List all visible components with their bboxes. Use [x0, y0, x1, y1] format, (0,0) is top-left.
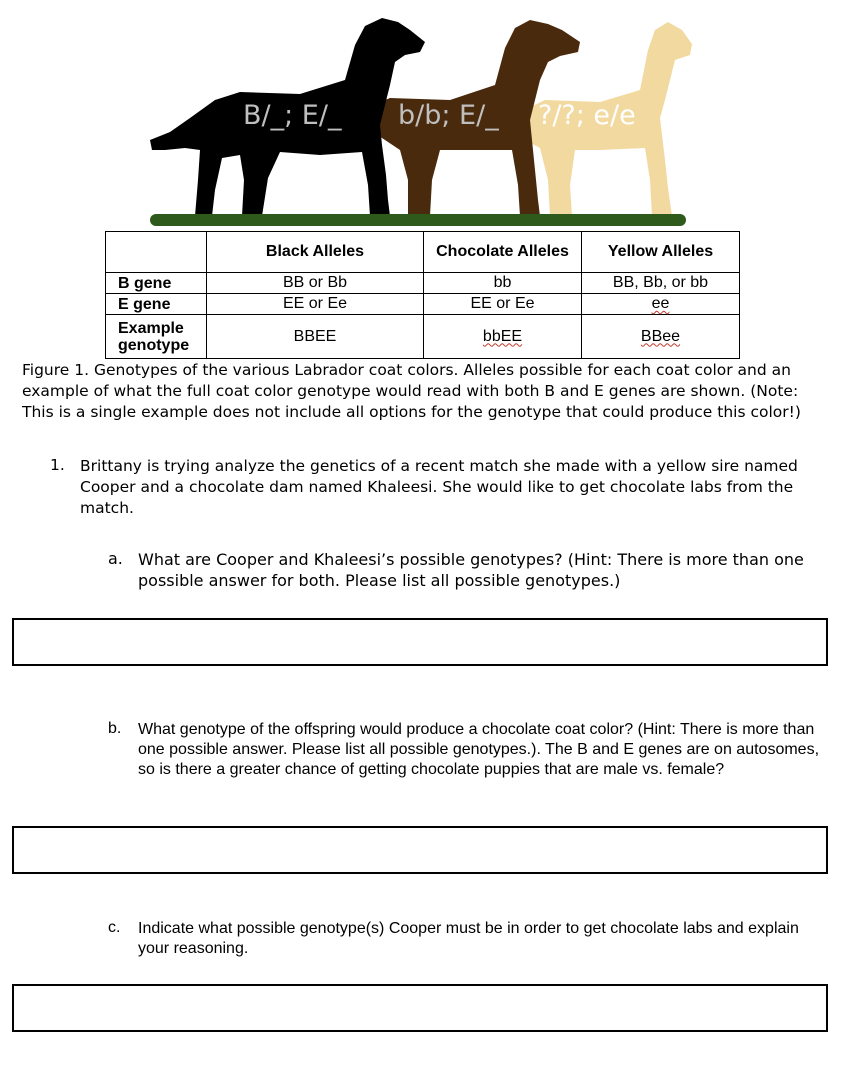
genotype-table	[105, 231, 740, 359]
row-label-e-gene: E gene	[106, 294, 207, 315]
table-row	[106, 315, 740, 359]
question-1-number: 1.	[50, 456, 65, 474]
question-c-letter: c.	[108, 919, 121, 936]
answer-box-b[interactable]	[12, 826, 828, 874]
table-header-black: Black Alleles	[207, 232, 424, 273]
row-label-example-genotype: Example genotype	[106, 315, 207, 359]
row-label-b-gene: B gene	[106, 273, 207, 294]
cell-yellow-b: BB, Bb, or bb	[582, 273, 740, 294]
figure-caption: Figure 1. Genotypes of the various Labrador coat colors. Alleles possible for each coat color and an example of what the full coat color genotype would read with both B and E genes are shown. (Note: This is a single example does not include all options for the genotype that could produce this color!)	[22, 361, 801, 421]
cell-black-b: BB or Bb	[207, 273, 424, 294]
ground-strip	[150, 214, 686, 226]
table-row	[106, 273, 740, 294]
yellow-genotype-label: ?/?; e/e	[538, 100, 636, 131]
question-a-letter: a.	[108, 549, 123, 568]
question-1-text: Brittany is trying analyze the genetics of a recent match she made with a yellow sire named Cooper and a chocolate dam named Khaleesi. She would like to get chocolate labs from the match.	[80, 457, 798, 517]
table-header-empty	[106, 232, 207, 273]
cell-black-e: EE or Ee	[207, 294, 424, 315]
answer-box-c[interactable]	[12, 984, 828, 1032]
cell-chocolate-b: bb	[424, 273, 582, 294]
table-header-row	[106, 232, 740, 273]
cell-chocolate-e: EE or Ee	[424, 294, 582, 315]
black-genotype-label: B/_; E/_	[243, 100, 342, 131]
cell-yellow-example: BBee	[582, 315, 740, 359]
question-c-text: Indicate what possible genotype(s) Cooper must be in order to get chocolate labs and explain your reasoning.	[138, 920, 799, 957]
table-row	[106, 294, 740, 315]
question-a-text: What are Cooper and Khaleesi’s possible genotypes? (Hint: There is more than one possible answer for both. Please list all possible genotypes.)	[138, 550, 804, 590]
cell-black-example: BBEE	[207, 315, 424, 359]
question-b-text: What genotype of the offspring would produce a chocolate coat color? (Hint: There is more than one possible answer. Please list all possible genotypes.). The B and E genes are on autosomes, so is there a greater chance of getting chocolate puppies that are male vs. female?	[138, 721, 820, 778]
cell-chocolate-example: bbEE	[424, 315, 582, 359]
question-b-letter: b.	[108, 720, 122, 737]
table-header-chocolate: Chocolate Alleles	[424, 232, 582, 273]
labrador-coat-figure	[0, 0, 842, 235]
answer-box-a[interactable]	[12, 618, 828, 666]
cell-yellow-e: ee	[582, 294, 740, 315]
chocolate-genotype-label: b/b; E/_	[398, 100, 499, 131]
table-header-yellow: Yellow Alleles	[582, 232, 740, 273]
